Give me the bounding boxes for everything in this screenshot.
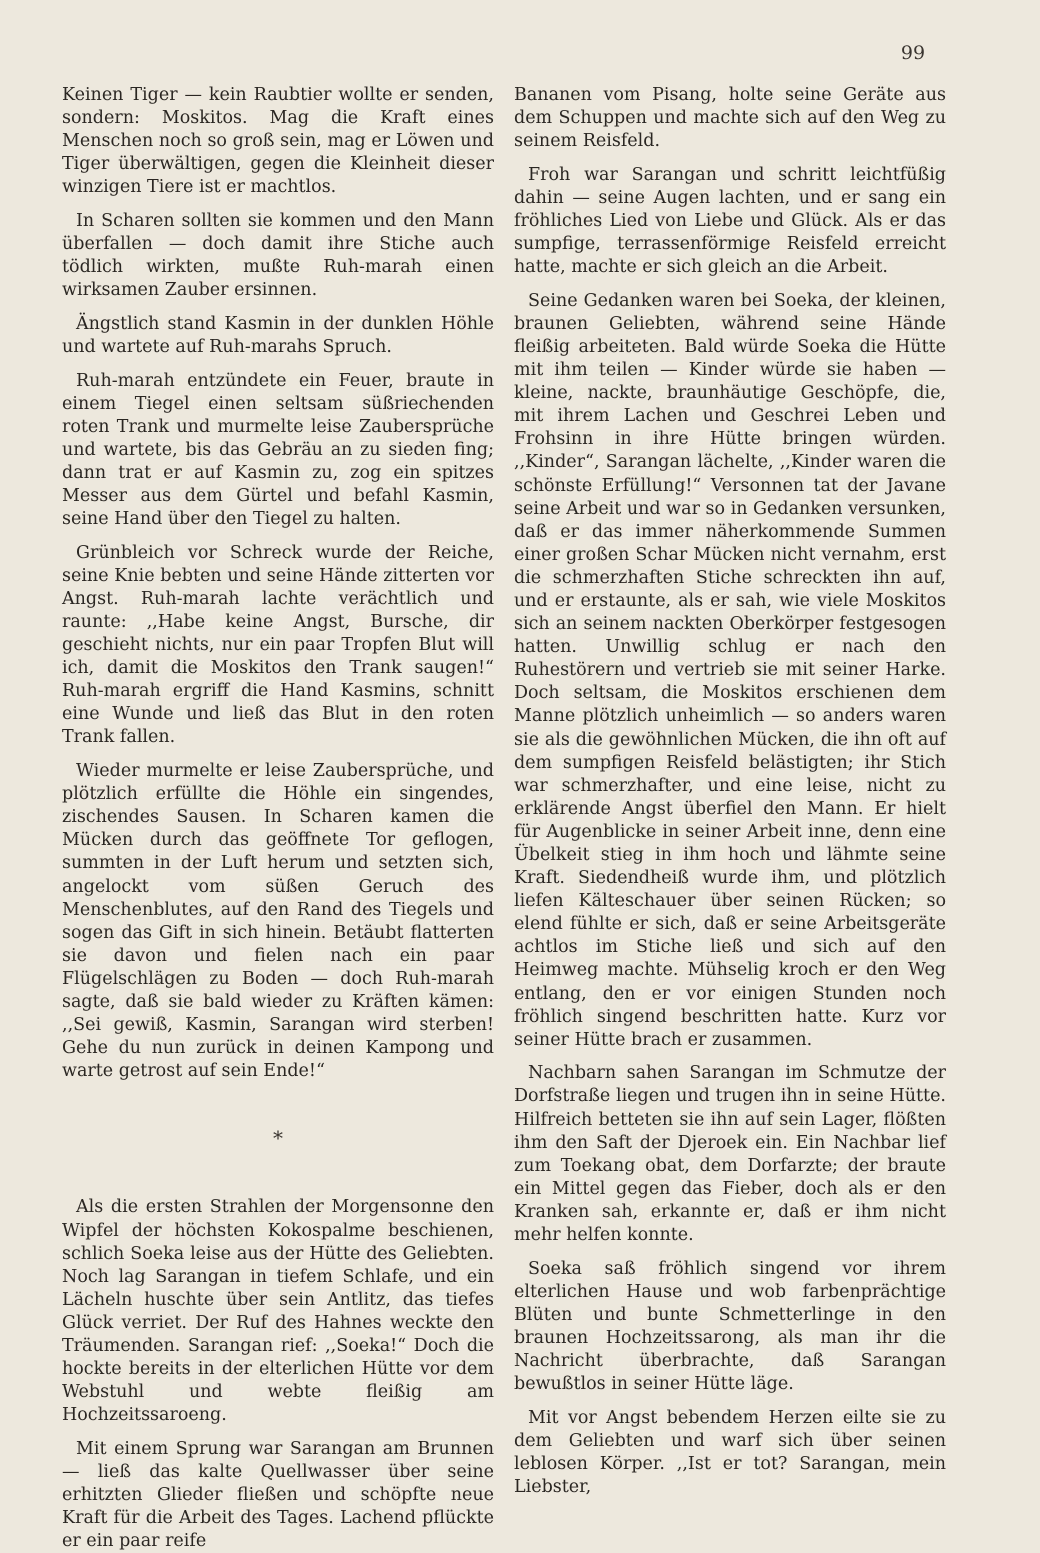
paragraph: Grünbleich vor Schreck wurde der Reiche, seine Knie bebten und seine Hände zitterten vor Angst. Ruh-marah lachte verächtlich und raunte: ,,Habe keine Angst, Bursche, dir geschieht nichts, nur ein paar Tropfen Blut will ich, damit die Moskitos den Trank saugen!“ Ruh-marah ergriff die Hand Kasmins, schnitt eine Wunde und ließ das Blut in den roten Trank fallen.: [62, 542, 494, 748]
paragraph: Nachbarn sahen Sarangan im Schmutze der Dorfstraße liegen und trugen ihn in seine Hütte. Hilfreich betteten sie ihn auf sein Lager, flößten ihm den Saft der Djeroek ein. Ein Nachbar lief zum Toekang obat, dem Dorfarzte; der braute ein Mittel gegen das Fieber, doch als er den Kranken sah, erkannte er, daß er ihm nicht mehr helfen konnte.: [514, 1063, 946, 1245]
page-number: 99: [900, 42, 926, 64]
paragraph: Bananen vom Pisang, holte seine Geräte aus dem Schuppen und machte sich auf den Weg zu seinem Reisfeld.: [514, 85, 946, 152]
paragraph: Keinen Tiger — kein Raubtier wollte er senden, sondern: Moskitos. Mag die Kraft eines Menschen noch so groß sein, mag er Löwen und Tiger überwältigen, gegen die Kleinheit dieser winzigen Tiere ist er machtlos.: [62, 85, 494, 198]
right-column: [514, 84, 946, 1499]
paragraph: Ängstlich stand Kasmin in der dunklen Höhle und wartete auf Ruh-marahs Spruch.: [62, 313, 494, 357]
paragraph: Mit einem Sprung war Sarangan am Brunnen — ließ das kalte Quellwasser über seine erhitzten Glieder fließen und schöpfte neue Kraft für die Arbeit des Tages. Lachend pflückte er ein paar reife: [62, 1438, 494, 1552]
paragraph: Wieder murmelte er leise Zaubersprüche, und plötzlich erfüllte die Höhle ein singendes, zischendes Sausen. In Scharen kamen die Mücken durch das geöffnete Tor geflogen, summten in der Luft herum und setzten sich, angelockt vom süßen Geruch des Menschenblutes, auf den Rand des Tiegels und sogen das Gift in sich hinein. Betäubt flatterten sie davon und fielen nach ein paar Flügelschlägen zu Boden — doch Ruh-marah sagte, daß sie bald wieder zu Kräften kämen: ,,Sei gewiß, Kasmin, Sarangan wird sterben! Gehe du nun zurück in deinen Kampong und warte getrost auf sein Ende!“: [62, 761, 494, 1082]
paragraph: In Scharen sollten sie kommen und den Mann überfallen — doch damit ihre Stiche auch tödlich wirkten, mußte Ruh-marah einen wirksamen Zauber ersinnen.: [62, 210, 494, 301]
paragraph: Froh war Sarangan und schritt leichtfüßig dahin — seine Augen lachten, und er sang ein fröhliches Lied von Liebe und Glück. Als er das sumpfige, terrassenförmige Reisfeld erreicht hatte, machte er sich gleich an die Arbeit.: [514, 164, 946, 278]
paragraph: Soeka saß fröhlich singend vor ihrem elterlichen Hause und wob farbenprächtige Blüten und bunte Schmetterlinge in den braunen Hochzeitssarong, als man ihr die Nachricht überbrachte, daß Sarangan bewußtlos in seiner Hütte läge.: [514, 1258, 946, 1395]
left-column: [62, 84, 494, 1553]
paragraph: Ruh-marah entzündete ein Feuer, braute in einem Tiegel einen seltsam süßriechenden roten Trank und murmelte leise Zaubersprüche und wartete, bis das Gebräu an zu sieden fing; dann trat er auf Kasmin zu, zog ein spitzes Messer aus dem Gürtel und befahl Kasmin, seine Hand über den Tiegel zu halten.: [62, 370, 494, 530]
paragraph: Seine Gedanken waren bei Soeka, der kleinen, braunen Geliebten, während seine Hände fleißig arbeiteten. Bald würde Soeka die Hütte mit ihm teilen — Kinder würde sie haben — kleine, nackte, braunhäutige Geschöpfe, die, mit ihrem Lachen und Geschrei Leben und Frohsinn in ihre Hütte bringen würden. ,,Kinder“, Sarangan lächelte, ,,Kinder waren die schönste Erfüllung!“ Versonnen tat der Javane seine Arbeit und war so in Gedanken versunken, daß er das immer näherkommende Summen einer großen Schar Mücken nicht vernahm, erst die schmerzhaften Stiche schreckten ihn auf, und er erstaunte, als er sah, wie viele Moskitos sich an seinem nackten Oberkörper festgesogen hatten. Unwillig schlug er nach den Ruhestörern und vertrieb sie mit seiner Harke. Doch seltsam, die Moskitos erschienen dem Manne plötzlich unheimlich — so anders waren sie als die gewöhnlichen Mücken, die ihn oft auf dem sumpfigen Reisfeld belästigten; ihr Stich war schmerzhafter, und eine leise, nicht zu erklärende Angst überfiel den Mann. Er hielt für Augenblicke in seiner Arbeit inne, denn eine Übelkeit stieg in ihm hoch und lähmte seine Kraft. Siedendheiß wurde ihm, und plötzlich liefen Kälteschauer über seinen Rücken; so elend fühlte er sich, daß er seine Arbeitsgeräte achtlos im Stiche ließ und sich auf den Heimweg machte. Mühselig kroch er den Weg entlang, den er vor einigen Stunden noch fröhlich singend beschritten hatte. Kurz vor seiner Hütte brach er zusammen.: [514, 290, 946, 1050]
paragraph: Als die ersten Strahlen der Morgensonne den Wipfel der höchsten Kokospalme beschienen, schlich Soeka leise aus der Hütte des Geliebten. Noch lag Sarangan in tiefem Schlafe, und ein Lächeln huschte über sein Antlitz, das tiefes Glück verriet. Der Ruf des Hahnes weckte den Träumenden. Sarangan rief: ,,Soeka!“ Doch die hockte bereits in der elterlichen Hütte vor dem Webstuhl und webte fleißig am Hochzeitssaroeng.: [62, 1197, 494, 1426]
section-separator: *: [273, 1126, 283, 1151]
paragraph: Mit vor Angst bebendem Herzen eilte sie zu dem Geliebten und warf sich über seinen leblosen Körper. ,,Ist er tot? Sarangan, mein Liebster,: [514, 1407, 946, 1497]
